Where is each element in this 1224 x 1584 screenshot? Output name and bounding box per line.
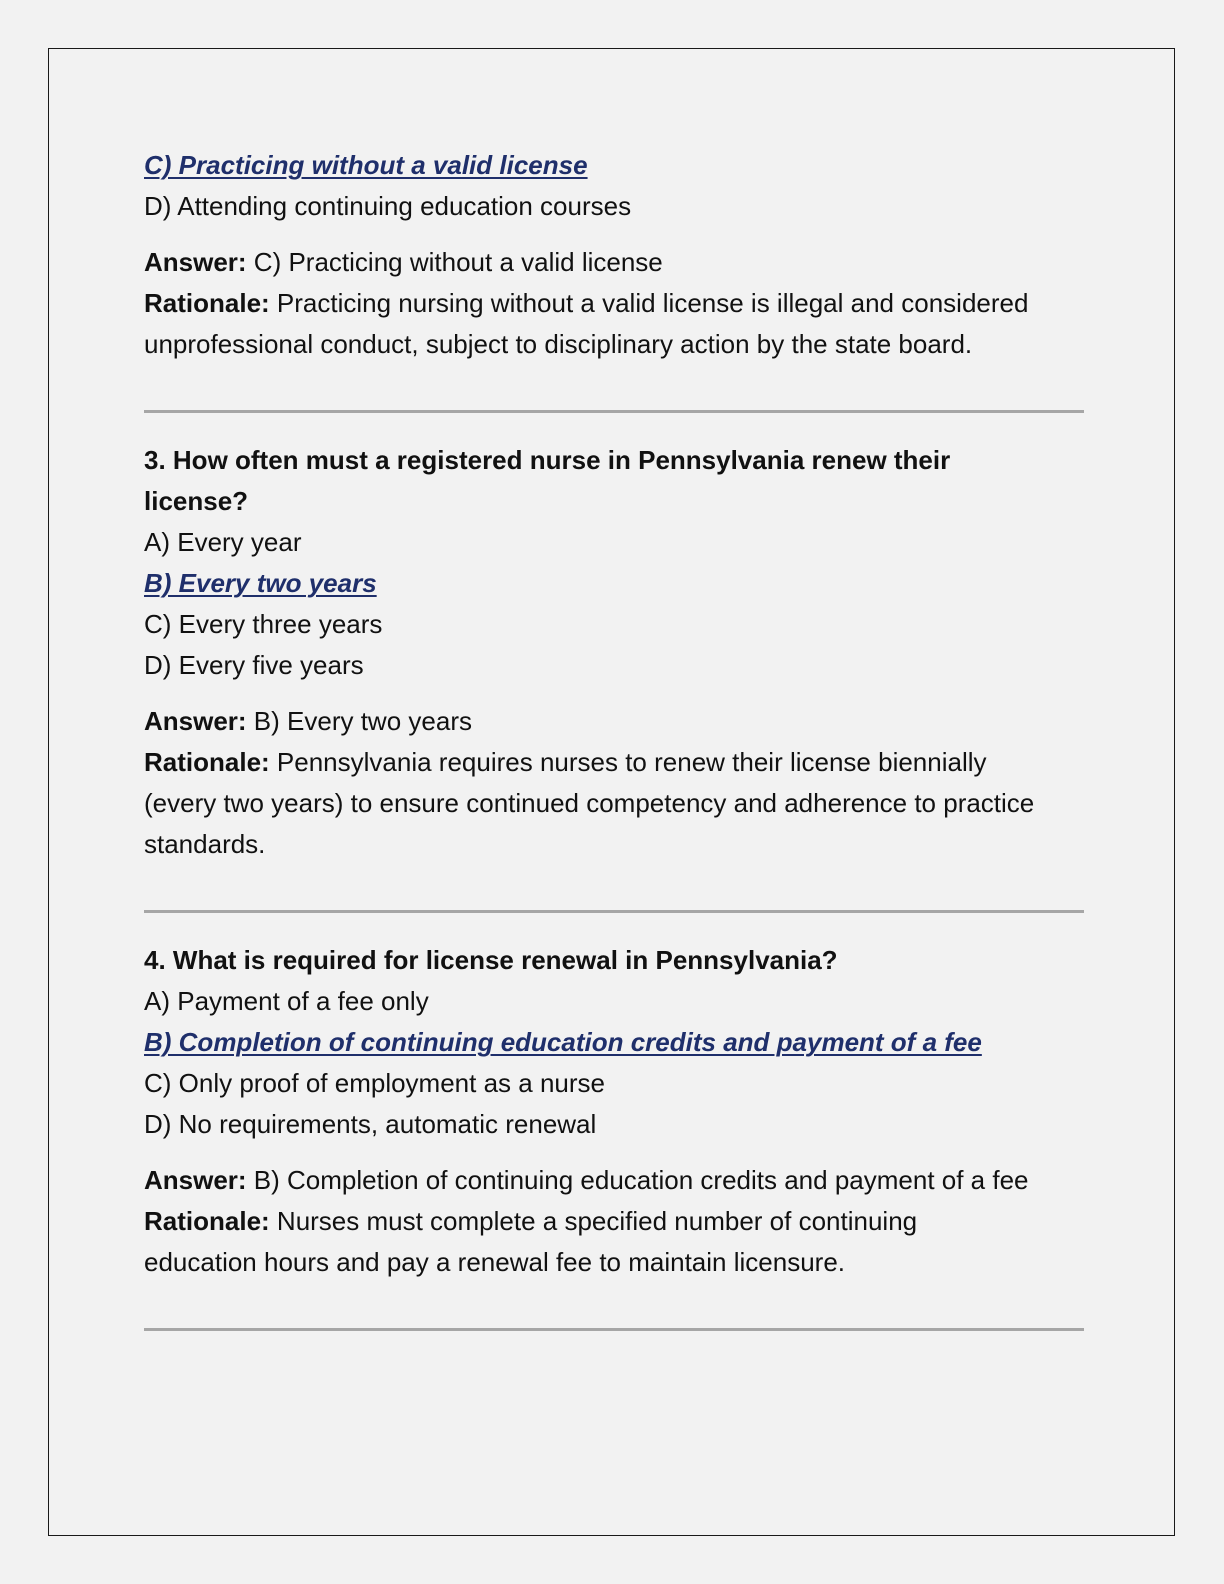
- rationale-line: [144, 742, 1059, 865]
- option-d: D) Attending continuing education courses: [144, 191, 632, 221]
- rationale-label: Rationale:: [144, 288, 270, 318]
- rationale-line: [144, 1201, 1024, 1283]
- question-2-continued: [144, 145, 1084, 365]
- answer-label: Answer:: [144, 1165, 247, 1195]
- answer-line: [144, 701, 1084, 742]
- rationale-line: [144, 283, 1044, 365]
- question-title: 4. What is required for license renewal in Pennsylvania?: [144, 945, 838, 975]
- divider: [144, 1328, 1084, 1331]
- answer-text: B) Every two years: [246, 706, 472, 736]
- rationale-label: Rationale:: [144, 1206, 270, 1236]
- option-a: A) Payment of a fee only: [144, 986, 429, 1016]
- option-c: C) Every three years: [144, 609, 383, 639]
- document-content: [144, 145, 1084, 1331]
- answer-line: [144, 242, 1084, 283]
- rationale-label: Rationale:: [144, 747, 270, 777]
- question-title: 3. How often must a registered nurse in Pennsylvania renew their license?: [144, 445, 951, 516]
- question-3: [144, 440, 1084, 865]
- option-d: D) No requirements, automatic renewal: [144, 1109, 597, 1139]
- answer-label: Answer:: [144, 706, 247, 736]
- option-d: D) Every five years: [144, 650, 364, 680]
- option-c: C) Only proof of employment as a nurse: [144, 1068, 605, 1098]
- question-4: [144, 940, 1084, 1283]
- rationale-text: Practicing nursing without a valid license is illegal and considered unprofessional conduct, subject to disciplinary action by the state board.: [144, 288, 1029, 359]
- rationale-text: Nurses must complete a specified number of continuing education hours and pay a renewal fee to maintain licensure.: [144, 1206, 918, 1277]
- rationale-text: Pennsylvania requires nurses to renew their license biennially (every two years) to ensure continued competency and adherence to practice standards.: [144, 747, 1035, 859]
- answer-text: C) Practicing without a valid license: [246, 247, 663, 277]
- option-b-correct: B) Completion of continuing education credits and payment of a fee: [144, 1027, 982, 1057]
- option-b-correct: B) Every two years: [144, 568, 377, 598]
- answer-line: [144, 1160, 1064, 1201]
- option-a: A) Every year: [144, 527, 302, 557]
- answer-text: B) Completion of continuing education credits and payment of a fee: [246, 1165, 1029, 1195]
- option-c-correct: C) Practicing without a valid license: [144, 150, 588, 180]
- answer-label: Answer:: [144, 247, 247, 277]
